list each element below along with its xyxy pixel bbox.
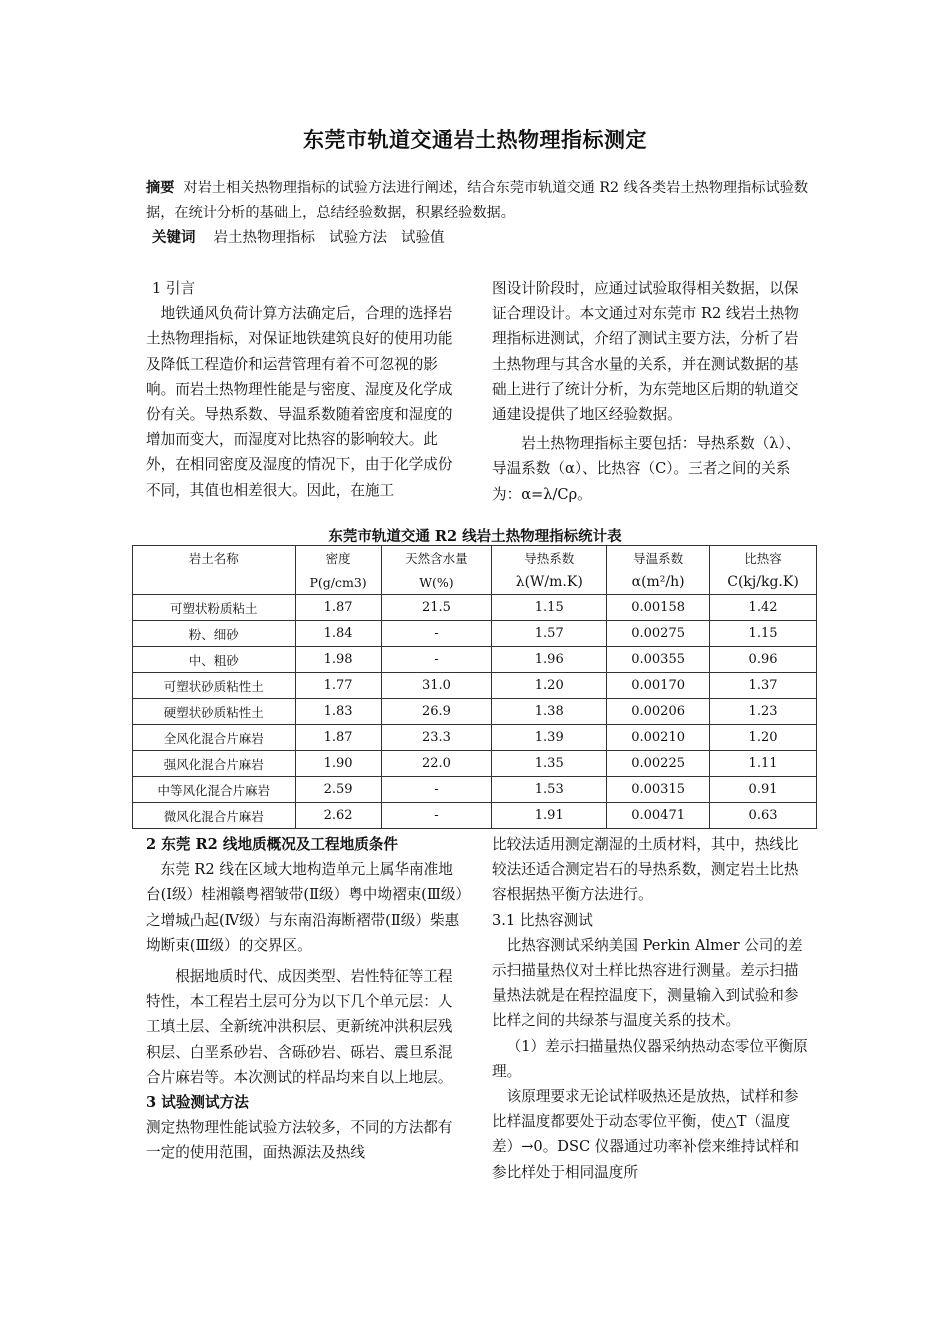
- table-cell: 0.00315: [607, 777, 710, 803]
- table-cell: 0.00170: [607, 673, 710, 699]
- abstract: [146, 176, 812, 226]
- table-row: [133, 673, 817, 699]
- column-unit: W(%): [381, 570, 492, 595]
- table-row: [133, 751, 817, 777]
- column-unit: λ(W/m.K): [492, 570, 607, 595]
- table-cell: 粉、细砂: [133, 621, 296, 647]
- table-cell: 0.00225: [607, 751, 710, 777]
- table-cell: 1.20: [710, 725, 817, 751]
- table-header-row: [133, 546, 817, 571]
- section-3-right: [492, 832, 812, 1185]
- table-row: [133, 621, 817, 647]
- table-cell: 1.35: [492, 751, 607, 777]
- section-1-paragraph-2: 岩土热物理指标主要包括：导热系数（λ）、导温系数（α）、比热容（C）。三者之间的关系为：α=λ/Cρ。: [492, 435, 801, 503]
- section-2-paragraph-2: 根据地质时代、成因类型、岩性特征等工程特性，本工程岩土层可分为以下几个单元层：人工填土层、全新统冲洪积层、更新统冲洪积层残积层、白垩系砂岩、含砾砂岩、砾岩、震旦系混合片麻岩等。本次测试的样品均来自以上地层。: [146, 968, 453, 1086]
- table-cell: 1.83: [295, 699, 381, 725]
- table-cell: 23.3: [381, 725, 492, 751]
- column-unit: C(kj/kg.K): [710, 570, 817, 595]
- page-title: 东莞市轨道交通岩土热物理指标测定: [303, 128, 647, 152]
- table-row: [133, 803, 817, 829]
- section-1-heading: 1 引言: [152, 280, 196, 297]
- keywords-label: 关键词: [152, 229, 196, 246]
- section-2-left: [146, 832, 464, 1166]
- section-2-paragraph: 东莞 R2 线在区域大地构造单元上属华南准地台(Ⅰ级）桂湘赣粤褶皱带(Ⅱ级）粤中坳褶束(Ⅲ级）之增城凸起(Ⅳ级）与东南沿海断褶带(Ⅱ级）柴惠坳断束(Ⅲ级）的交界区。: [146, 861, 463, 954]
- table-row: [133, 647, 817, 673]
- table-cell: 0.00275: [607, 621, 710, 647]
- section-1-paragraph: 地铁通风负荷计算方法确定后，合理的选择岩土热物理指标，对保证地铁建筑良好的使用功能及降低工程造价和运营管理有着不可忽视的影响。而岩土热物理性能是与密度、湿度及化学成份有关。导热系数、导温系数随着密度和湿度的增加而变大，而湿度对比热容的影响较大。此外，在相同密度及湿度的情况下，由于化学成份不同，其值也相差很大。因此，在施工: [146, 305, 453, 499]
- table-cell: 强风化混合片麻岩: [133, 751, 296, 777]
- column-header: 岩土名称: [133, 546, 296, 571]
- column-header: 比热容: [710, 546, 817, 571]
- table-cell: 1.11: [710, 751, 817, 777]
- table-cell: 0.00158: [607, 595, 710, 621]
- table-cell: 0.96: [710, 647, 817, 673]
- table-title: 东莞市轨道交通 R2 线岩土热物理指标统计表: [328, 528, 622, 545]
- table-cell: 1.84: [295, 621, 381, 647]
- table-cell: -: [381, 777, 492, 803]
- table-cell: 中等风化混合片麻岩: [133, 777, 296, 803]
- column-unit: P(g/cm3): [295, 570, 381, 595]
- table-cell: 硬塑状砂质粘性土: [133, 699, 296, 725]
- keywords: [152, 226, 459, 247]
- table-cell: 1.98: [295, 647, 381, 673]
- table-cell: 0.00355: [607, 647, 710, 673]
- table-cell: 1.20: [492, 673, 607, 699]
- column-unit: [133, 570, 296, 595]
- table-cell: 可塑状粉质粘土: [133, 595, 296, 621]
- column-header: 导温系数: [607, 546, 710, 571]
- table-cell: 1.53: [492, 777, 607, 803]
- keyword: 试验方法: [329, 230, 387, 246]
- table-cell: 0.00210: [607, 725, 710, 751]
- table-cell: 26.9: [381, 699, 492, 725]
- section-1-right: [492, 276, 812, 507]
- table-cell: 微风化混合片麻岩: [133, 803, 296, 829]
- table-row: [133, 777, 817, 803]
- section-3-1-paragraph: 比热容测试采纳美国 Perkin Almer 公司的差示扫描量热仪对土样比热容进行测量。差示扫描量热法就是在程控温度下，测量输入到试验和参比样之间的共绿茶与温度关系的技术。: [492, 936, 803, 1030]
- table-cell: 0.63: [710, 803, 817, 829]
- abstract-text: 对岩土相关热物理指标的试验方法进行阐述，结合东莞市轨道交通 R2 线各类岩土热物理指标试验数据，在统计分析的基础上，总结经验数据，积累经验数据。: [146, 180, 809, 221]
- table-row: [133, 595, 817, 621]
- table-cell: 可塑状砂质粘性土: [133, 673, 296, 699]
- table-cell: -: [381, 803, 492, 829]
- table-cell: -: [381, 647, 492, 673]
- table-row: [133, 699, 817, 725]
- table-cell: 1.90: [295, 751, 381, 777]
- table-unit-row: [133, 570, 817, 595]
- table-cell: 21.5: [381, 595, 492, 621]
- section-3-heading: 3 试验测试方法: [146, 1094, 249, 1112]
- section-3-1-paragraph-2: （1）差示扫描量热仪器采纳热动态零位平衡原理。: [492, 1037, 808, 1080]
- abstract-label: 摘要: [146, 180, 175, 196]
- table-cell: 1.15: [492, 595, 607, 621]
- section-3-1-paragraph-3: 该原理要求无论试样吸热还是放热，试样和参比样温度都要处于动态零位平衡，使△T（温度差）→0。DSC 仪器通过功率补偿来维持试样和参比样处于相同温度所: [492, 1088, 800, 1181]
- table-cell: 1.39: [492, 725, 607, 751]
- section-1-paragraph-cont: 图设计阶段时，应通过试验取得相关数据，以保证合理设计。本文通过对东莞市 R2 线岩土热物理指标进测试，介绍了测试主要方法，分析了岩土热物理与其含水量的关系，并在测试数据的基础上进行了统计分析，为东莞地区后期的轨道交通建设提供了地区经验数据。: [492, 280, 799, 424]
- column-header: 导热系数: [492, 546, 607, 571]
- table-cell: 31.0: [381, 673, 492, 699]
- keyword: 岩土热物理指标: [213, 230, 315, 246]
- table-cell: 22.0: [381, 751, 492, 777]
- section-1-left: [146, 276, 462, 503]
- section-2-heading: 2 东莞 R2 线地质概况及工程地质条件: [146, 836, 398, 853]
- table-cell: 1.23: [710, 699, 817, 725]
- column-header: 密度: [295, 546, 381, 571]
- table-cell: 1.37: [710, 673, 817, 699]
- column-unit: α(m²/h): [607, 570, 710, 595]
- data-table: [132, 545, 817, 829]
- table-row: [133, 725, 817, 751]
- table-cell: 中、粗砂: [133, 647, 296, 673]
- section-3-1-heading: 3.1 比热容测试: [492, 911, 593, 929]
- section-3-paragraph-cont: 比较法适用测定潮湿的土质材料，其中，热线比较法还适合测定岩石的导热系数，测定岩土比热容根据热平衡方法进行。: [492, 836, 799, 904]
- table-cell: 1.42: [710, 595, 817, 621]
- table-cell: 2.62: [295, 803, 381, 829]
- table-cell: 0.00206: [607, 699, 710, 725]
- table-cell: 1.96: [492, 647, 607, 673]
- column-header: 天然含水量: [381, 546, 492, 571]
- table-cell: 1.91: [492, 803, 607, 829]
- section-3-paragraph: 测定热物理性能试验方法较多，不同的方法都有一定的使用范围，面热源法及热线: [146, 1119, 453, 1162]
- table-cell: -: [381, 621, 492, 647]
- table-cell: 1.87: [295, 595, 381, 621]
- keyword: 试验值: [401, 230, 445, 246]
- table-cell: 1.87: [295, 725, 381, 751]
- table-cell: 1.38: [492, 699, 607, 725]
- table-cell: 全风化混合片麻岩: [133, 725, 296, 751]
- table-cell: 1.77: [295, 673, 381, 699]
- table-cell: 1.57: [492, 621, 607, 647]
- table-cell: 2.59: [295, 777, 381, 803]
- table-cell: 0.00471: [607, 803, 710, 829]
- table-cell: 0.91: [710, 777, 817, 803]
- table-cell: 1.15: [710, 621, 817, 647]
